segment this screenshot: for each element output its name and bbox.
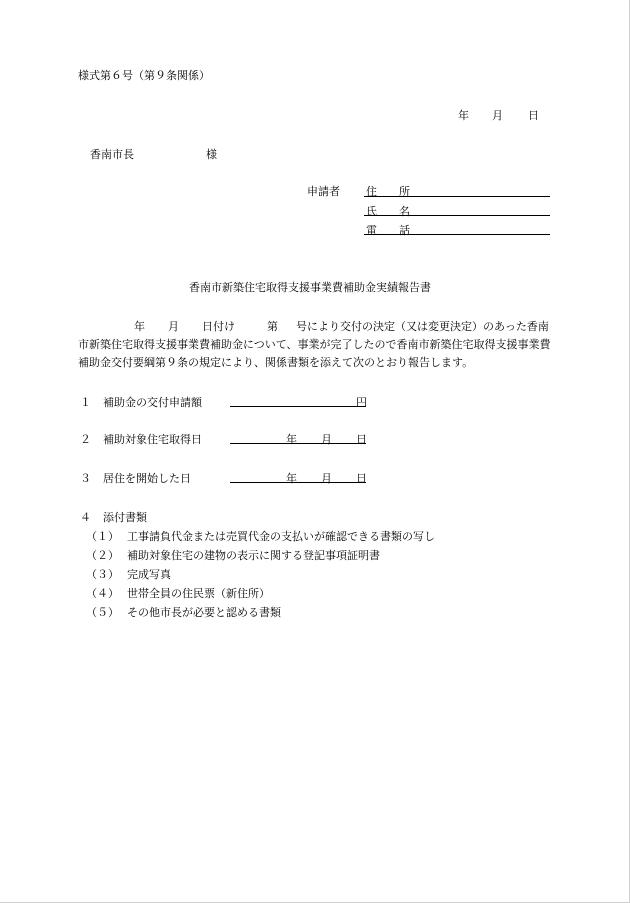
intro-paragraph: [78, 318, 552, 372]
date-day-label: 日: [528, 109, 539, 122]
attachments-number: ４: [80, 511, 91, 524]
addressee-honorific: 様: [206, 148, 217, 161]
item-3-label: 居住を開始した日: [103, 472, 191, 485]
intro-dai: 第: [267, 320, 278, 333]
item-3-date-line: [230, 482, 366, 483]
attachment-4-number: （４）: [86, 587, 119, 600]
attachment-2-text: 補助対象住宅の建物の表示に関する登記事項証明書: [127, 549, 380, 562]
name-line: [364, 215, 550, 216]
attachment-2-number: （２）: [86, 549, 119, 562]
attachments-label: 添付書類: [103, 511, 147, 524]
item-2-year: 年: [286, 433, 297, 446]
attachment-1-number: （１）: [86, 530, 119, 543]
document-title: 香南市新築住宅取得支援事業費補助金実績報告書: [189, 281, 431, 294]
intro-day-suffix: 日付け: [202, 320, 235, 333]
item-1-number: １: [80, 396, 91, 409]
phone-label: 電 話: [366, 224, 410, 237]
item-3-number: ３: [80, 472, 91, 485]
form-id: 様式第６号（第９条関係）: [78, 69, 210, 82]
item-1-label: 補助金の交付申請額: [103, 396, 202, 409]
date-month-label: 月: [492, 109, 503, 122]
item-2-month: 月: [321, 433, 332, 446]
intro-year: 年: [134, 320, 145, 333]
intro-ref-rest: 号により交付の決定（又は変更決定）のあった香南市新築住宅取得支援事業費補助金について、事業が完了したので香南市新築住宅取得支援事業費補助金交付要綱第９条の規定により、関係書類を添えて次のとおり報告します。: [78, 320, 551, 369]
item-1-amount-line: [230, 406, 366, 407]
item-3-year: 年: [286, 472, 297, 485]
attachment-5-text: その他市長が必要と認める書類: [127, 606, 281, 619]
name-label: 氏 名: [366, 205, 410, 218]
addressee-name: 香南市長: [90, 148, 134, 161]
item-2-number: ２: [80, 433, 91, 446]
item-3-day: 日: [356, 472, 367, 485]
phone-line: [364, 234, 550, 235]
item-1-yen: 円: [356, 396, 367, 409]
address-line: [364, 196, 550, 197]
attachment-3-number: （３）: [86, 568, 119, 581]
date-year-label: 年: [458, 109, 469, 122]
attachment-1-text: 工事請負代金または売買代金の支払いが確認できる書類の写し: [127, 530, 435, 543]
item-2-date-line: [230, 443, 366, 444]
attachment-3-text: 完成写真: [127, 568, 171, 581]
item-2-label: 補助対象住宅取得日: [103, 433, 202, 446]
address-label: 住 所: [366, 185, 410, 198]
intro-month: 月: [168, 320, 179, 333]
applicant-label: 申請者: [307, 185, 340, 198]
item-3-month: 月: [321, 472, 332, 485]
attachment-4-text: 世帯全員の住民票（新住所）: [127, 587, 270, 600]
attachment-5-number: （５）: [86, 606, 119, 619]
item-2-day: 日: [356, 433, 367, 446]
